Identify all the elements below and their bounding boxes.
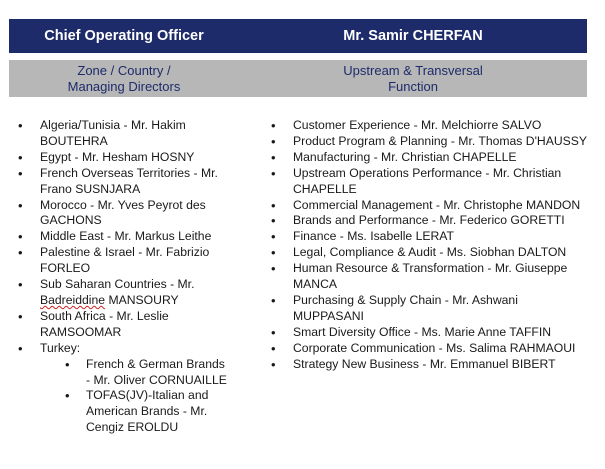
header-bar: [9, 19, 587, 53]
list-item-label: Turkey:: [40, 340, 81, 355]
list-item: • Purchasing & Supply Chain - Mr. Ashwani MUPPASANI: [271, 293, 591, 325]
list-item: • Palestine & Israel - Mr. Fabrizio FORLEO: [18, 245, 232, 277]
list-item: • Commercial Management - Mr. Christophe MANDON: [271, 198, 591, 214]
list-item-sub-saharan: [18, 277, 232, 309]
subheader-left: [9, 60, 239, 97]
list-item: • Smart Diversity Office - Ms. Marie Anne TAFFIN: [271, 325, 591, 341]
header-title-right: Mr. Samir CHERFAN: [343, 27, 483, 44]
right-list: [271, 118, 591, 373]
left-list: [18, 118, 232, 436]
list-item-turkey: [18, 341, 232, 436]
subheader-right-line2: Function: [388, 78, 438, 94]
list-item: • Legal, Compliance & Audit - Ms. Siobhan DALTON: [271, 245, 591, 261]
subheader-left-line2: Managing Directors: [67, 78, 181, 94]
list-item: • Middle East - Mr. Markus Leithe: [18, 229, 232, 245]
subheader-right: [239, 60, 587, 97]
list-item: • Strategy New Business - Mr. Emmanuel BIBERT: [271, 357, 591, 373]
turkey-sub-list: [40, 357, 232, 437]
list-item: • Egypt - Mr. Hesham HOSNY: [18, 150, 232, 166]
subheader-left-line1: Zone / Country /: [77, 62, 171, 78]
list-item: • Human Resource & Transformation - Mr. Giuseppe MANCA: [271, 261, 591, 293]
list-item: • Morocco - Mr. Yves Peyrot des GACHONS: [18, 198, 232, 230]
list-item-text: Sub Saharan Countries - Mr.: [40, 277, 195, 292]
list-item: • Customer Experience - Mr. Melchiorre SALVO: [271, 118, 591, 134]
list-item: • Finance - Ms. Isabelle LERAT: [271, 229, 591, 245]
list-item: • Upstream Operations Performance - Mr. Christian CHAPELLE: [271, 166, 591, 198]
list-item: • Algeria/Tunisia - Mr. Hakim BOUTEHRA: [18, 118, 232, 150]
list-item: • Manufacturing - Mr. Christian CHAPELLE: [271, 150, 591, 166]
list-item: • Brands and Performance - Mr. Federico GORETTI: [271, 213, 591, 229]
list-item-text: MANSOURY: [105, 292, 179, 307]
list-item: • Corporate Communication - Ms. Salima RAHMAOUI: [271, 341, 591, 357]
spellcheck-flagged-word: Badreiddine: [40, 292, 106, 307]
sub-list-item: • TOFAS(JV)-Italian and American Brands - Mr. Cengiz EROLDU: [40, 388, 232, 436]
subheader-bar: [9, 60, 587, 97]
list-item: • French Overseas Territories - Mr. Frano SUSNJARA: [18, 166, 232, 198]
header-title-left: Chief Operating Officer: [44, 27, 204, 44]
sub-list-item: • French & German Brands - Mr. Oliver CORNUAILLE: [40, 357, 232, 389]
list-item: • Product Program & Planning - Mr. Thomas D'HAUSSY: [271, 134, 591, 150]
subheader-right-line1: Upstream & Transversal: [343, 62, 483, 78]
list-item: • South Africa - Mr. Leslie RAMSOOMAR: [18, 309, 232, 341]
